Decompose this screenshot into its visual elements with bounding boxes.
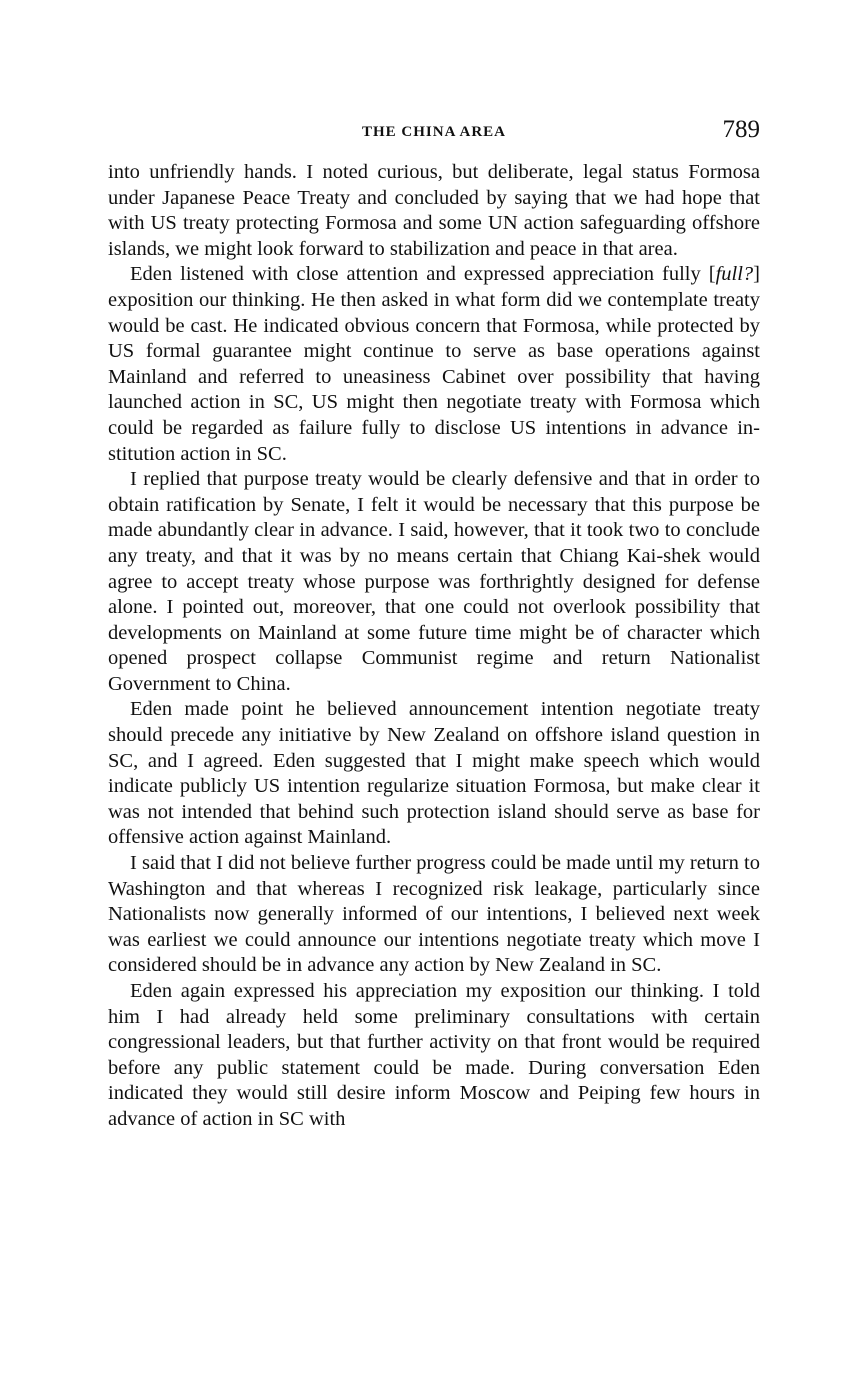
- paragraph-text: Eden made point he believed announcement intention negotiate treaty should precede any initiative by New Zealand on offshore island question in SC, and I agreed. Eden suggested that I might make speech which would indicate publicly US intention regularize situation Formosa, but make clear it was not intended that behind such protection island should serve as base for offensive action against Mainland.: [108, 698, 760, 849]
- paragraph-text: Eden listened with close attention and expressed appreciation fully [: [130, 263, 716, 286]
- paragraph-text: into unfriendly hands. I noted curious, but deliberate, legal status Formosa under Japanese Peace Treaty and concluded by saying that we had hope that with US treaty protecting Formosa and some UN action safeguarding offshore islands, we might look forward to stabilization and peace in that area.: [108, 161, 760, 260]
- page-number: 789: [722, 116, 760, 143]
- editorial-insertion: full?: [715, 263, 754, 286]
- body-text: [108, 160, 760, 1133]
- paragraph-5: [108, 851, 760, 979]
- paragraph-6: [108, 979, 760, 1133]
- paragraph-4: [108, 697, 760, 851]
- paragraph-1: [108, 160, 760, 262]
- paragraph-text: I said that I did not believe further progress could be made until my return to Washington and that whereas I recognized risk leakage, particularly since Nationalists now generally informed of our intentions, I believed next week was earliest we could announce our intentions negotiate treaty which move I considered should be in advance any action by New Zealand in SC.: [108, 852, 760, 977]
- running-title: THE CHINA AREA: [361, 124, 507, 140]
- running-head: [108, 116, 760, 146]
- paragraph-2: [108, 262, 760, 467]
- paragraph-text: Eden again expressed his appreciation my exposition our thinking. I told him I had already held some preliminary consultations with certain congressional leaders, but that further activity on that front would be required before any public statement could be made. During conversation Eden indicated they would still desire inform Moscow and Peiping few hours in advance of action in SC with: [108, 980, 760, 1130]
- paragraph-text: ] exposition our thinking. He then asked in what form did we contemplate treaty would be cast. He indicated obvious concern that Formosa, while protected by US formal guarantee might continue to serve as base operations against Mainland and referred to uneasiness Cabinet over possibility that having launched action in SC, US might then negotiate treaty with Formosa which could be regarded as failure fully to disclose US intentions in advance institution action in SC.: [108, 263, 760, 465]
- paragraph-3: [108, 467, 760, 697]
- paragraph-text: I replied that purpose treaty would be clearly defensive and that in order to obtain ratification by Senate, I felt it would be necessary that this purpose be made abundantly clear in advance. I said, however, that it took two to conclude any treaty, and that it was by no means certain that Chiang Kai-shek would agree to accept treaty whose purpose was forthrightly designed for defense alone. I pointed out, moreover, that one could not overlook possibility that developments on Mainland at some future time might be of character which opened prospect collapse Communist regime and return Nationalist Government to China.: [108, 468, 760, 695]
